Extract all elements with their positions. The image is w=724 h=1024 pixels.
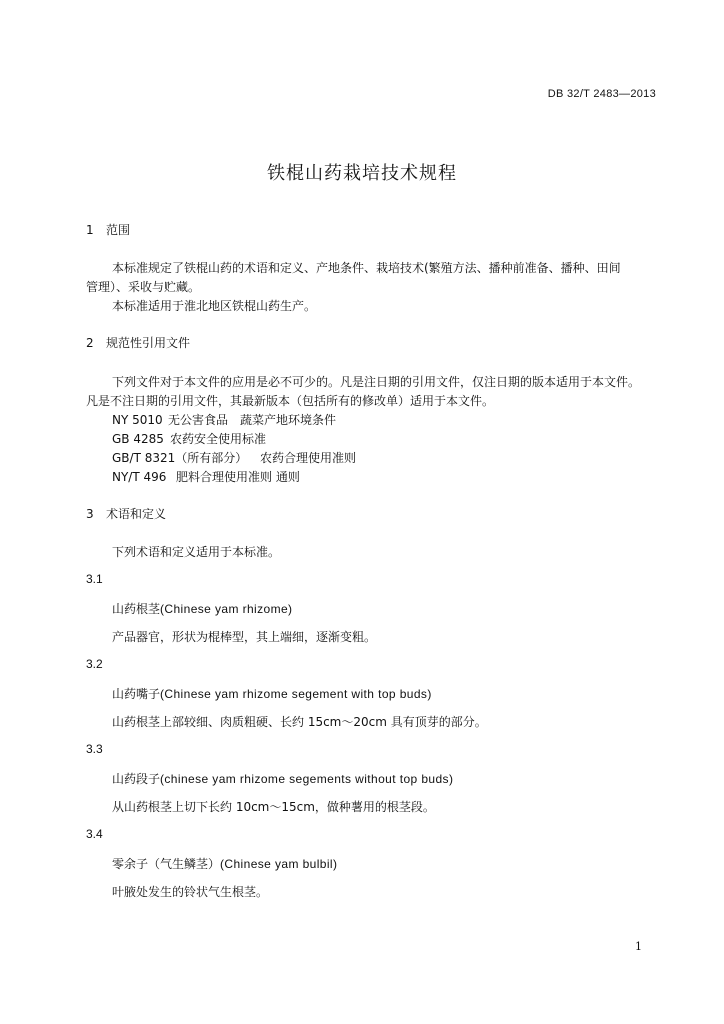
term-name xyxy=(112,685,432,702)
reference-code: GB/T 8321（所有部分） xyxy=(112,451,248,465)
reference-item xyxy=(112,468,300,485)
section-1-para1-line1: 本标准规定了铁棍山药的术语和定义、产地条件、栽培技术(繁殖方法、播种前准备、播种、田间 xyxy=(112,261,621,275)
section-number: 3 xyxy=(86,507,94,521)
term-name-zh: 山药嘴子 xyxy=(112,687,161,701)
term-name-en: (Chinese yam bulbil) xyxy=(220,857,338,871)
section-1-para1-line2: 管理）、采收与贮藏。 xyxy=(86,280,201,294)
term-number: 3.4 xyxy=(86,827,103,841)
section-number: 2 xyxy=(86,336,94,350)
section-title: 术语和定义 xyxy=(106,507,167,521)
term-name-en: (chinese yam rhizome segements without top buds) xyxy=(160,772,454,786)
page-number: 1 xyxy=(635,940,642,953)
section-3-intro: 下列术语和定义适用于本标准。 xyxy=(112,545,281,559)
term-definition: 叶腋处发生的铃状气生根茎。 xyxy=(112,885,269,899)
term-name-zh: 零余子（气生鳞茎） xyxy=(112,857,221,871)
reference-item xyxy=(112,430,266,447)
term-name-zh: 山药根茎 xyxy=(112,602,161,616)
term-name xyxy=(112,600,292,617)
reference-code: NY/T 496 xyxy=(112,470,167,484)
reference-title: 农药安全使用标准 xyxy=(170,432,267,446)
term-name-zh: 山药段子 xyxy=(112,772,161,786)
section-2-heading xyxy=(86,334,190,351)
reference-item xyxy=(112,449,356,466)
term-definition: 从山药根茎上切下长约 10cm～15cm，做种薯用的根茎段。 xyxy=(112,800,435,814)
term-name-en: (Chinese yam rhizome segement with top buds) xyxy=(160,687,432,701)
section-number: 1 xyxy=(86,223,94,237)
reference-title: 农药合理使用准则 xyxy=(260,451,357,465)
reference-code: NY 5010 xyxy=(112,413,163,427)
term-number: 3.2 xyxy=(86,657,103,671)
term-name-en: (Chinese yam rhizome) xyxy=(160,602,293,616)
section-3-heading xyxy=(86,505,166,522)
reference-title: 肥料合理使用准则 通则 xyxy=(176,470,300,484)
section-2-para-line1: 下列文件对于本文件的应用是必不可少的。凡是注日期的引用文件，仅注日期的版本适用于本文件。 xyxy=(112,375,641,389)
reference-code: GB 4285 xyxy=(112,432,164,446)
term-definition: 产品器官，形状为棍棒型，其上端细，逐渐变粗。 xyxy=(112,630,377,644)
section-title: 规范性引用文件 xyxy=(106,336,191,350)
term-name xyxy=(112,855,337,872)
reference-item xyxy=(112,411,336,428)
term-number: 3.3 xyxy=(86,742,103,756)
document-title: 铁棍山药栽培技术规程 xyxy=(267,163,457,184)
section-title: 范围 xyxy=(106,223,131,237)
term-name xyxy=(112,770,453,787)
section-2-para-line2: 凡是不注日期的引用文件，其最新版本（包括所有的修改单）适用于本文件。 xyxy=(86,394,495,408)
section-1-heading xyxy=(86,221,130,238)
document-code: DB 32/T 2483—2013 xyxy=(547,88,656,100)
term-number: 3.1 xyxy=(86,572,103,586)
section-1-para2: 本标准适用于淮北地区铁棍山药生产。 xyxy=(112,299,317,313)
reference-title: 无公害食品 蔬菜产地环境条件 xyxy=(168,413,337,427)
term-definition: 山药根茎上部较细、肉质粗硬、长约 15cm～20cm 具有顶芽的部分。 xyxy=(112,715,487,729)
